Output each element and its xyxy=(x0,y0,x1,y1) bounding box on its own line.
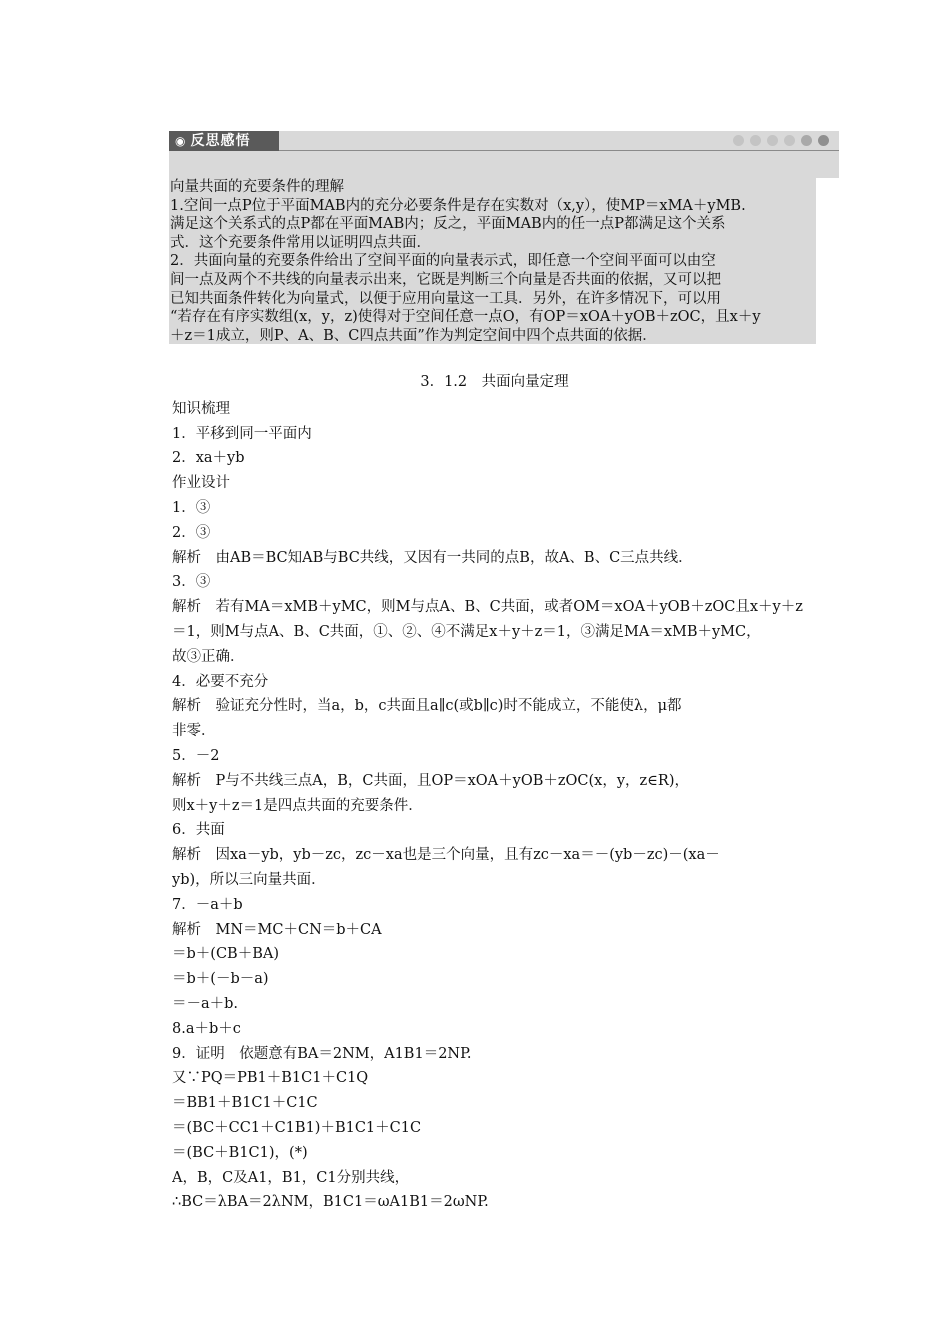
text-line: ＝(BC＋CC1＋C1B1)＋B1C1＋C1C xyxy=(172,1119,422,1136)
text-line: 6．共面 xyxy=(172,822,225,839)
text-line: 4．必要不充分 xyxy=(172,673,269,690)
text-line: 解析 因xa－yb，yb－zc，zc－xa也是三个向量，且有zc－xa＝－(yb－zc)－(xa－ xyxy=(172,847,720,864)
summary-heading: 向量共面的充要条件的理解 xyxy=(170,179,344,195)
summary-line: 满足这个关系式的点P都在平面MAB内；反之，平面MAB内的任一点P都满足这个关系 xyxy=(170,216,726,233)
banner-dots xyxy=(733,135,829,146)
text-line: 作业设计 xyxy=(172,475,230,492)
banner-tab xyxy=(169,131,279,151)
summary-line: 已知共面条件转化为向量式，以便于应用向量这一工具．另外，在许多情况下，可以用 xyxy=(170,290,721,307)
text-line: 故③正确． xyxy=(172,648,245,665)
text-line: ＝BB1＋B1C1＋C1C xyxy=(172,1095,318,1112)
section-banner xyxy=(169,131,839,178)
target-icon: ◉ xyxy=(175,134,187,148)
summary-line: 1.空间一点P位于平面MAB内的充分必要条件是存在实数对（x,y），使MP＝xMA＋yMB. xyxy=(170,197,746,214)
text-line: 9．证明 依题意有BA＝2NM，A1B1＝2NP. xyxy=(172,1045,472,1062)
text-line: 解析 由AB＝BC知AB与BC共线，又因有一共同的点B，故A、B、C三点共线． xyxy=(172,549,693,566)
summary-line: 间一点及两个不共线的向量表示出来，它既是判断三个向量是否共面的依据，又可以把 xyxy=(170,271,721,288)
text-line: 8.a＋b＋c xyxy=(172,1020,241,1037)
summary-line: ＋z＝1成立，则P、A、B、C四点共面”作为判定空间中四个点共面的依据． xyxy=(170,327,657,344)
text-line: 3．③ xyxy=(172,574,211,591)
text-line: 又∵PQ＝PB1＋B1C1＋C1Q xyxy=(172,1070,369,1087)
text-line: A，B，C及A1，B1，C1分别共线， xyxy=(172,1169,410,1186)
text-line: 非零． xyxy=(172,723,216,740)
text-line: 解析 验证充分性时，当a，b，c共面且a∥c(或b∥c)时不能成立，不能使λ，μ都 xyxy=(172,698,682,715)
dot-icon xyxy=(767,135,778,146)
text-line: 1．平移到同一平面内 xyxy=(172,425,312,442)
summary-box xyxy=(169,178,816,344)
text-line: 7．－a＋b xyxy=(172,896,243,913)
section-title: 3．1.2 共面向量定理 xyxy=(420,374,569,390)
text-line: ＝－a＋b. xyxy=(172,995,239,1012)
summary-line: 2．共面向量的充要条件给出了空间平面的向量表示式，即任意一个空间平面可以由空 xyxy=(170,253,716,270)
dot-icon xyxy=(818,135,829,146)
text-line: 则x＋y＋z＝1是四点共面的充要条件． xyxy=(172,797,423,814)
banner-title: 反思感悟 xyxy=(190,133,251,149)
banner-divider xyxy=(279,150,839,151)
text-line: ＝b＋(－b－a) xyxy=(172,971,269,988)
text-line: 5．－2 xyxy=(172,747,220,764)
text-line: 解析 若有MA＝xMB＋yMC，则M与点A、B、C共面，或者OM＝xOA＋yOB＋zOC且x＋y＋z xyxy=(172,599,803,616)
dot-icon xyxy=(784,135,795,146)
text-line: 1．③ xyxy=(172,499,211,516)
text-line: 解析 MN＝MC＋CN＝b＋CA xyxy=(172,921,382,938)
answer-section xyxy=(172,370,817,1215)
dot-icon xyxy=(801,135,812,146)
text-line: ＝b＋(CB＋BA) xyxy=(172,946,279,963)
text-line: 解析 P与不共线三点A，B，C共面，且OP＝xOA＋yOB＋zOC(x，y，z∈R)， xyxy=(172,772,689,789)
summary-line: 式．这个充要条件常用以证明四点共面． xyxy=(170,234,431,251)
dot-icon xyxy=(750,135,761,146)
text-line: ＝(BC＋B1C1)，(*) xyxy=(172,1144,308,1161)
text-line: 2．③ xyxy=(172,524,211,541)
text-line: 2．xa＋yb xyxy=(172,450,245,467)
text-line: ∴BC＝λBA＝2λNM，B1C1＝ωA1B1＝2ωNP. xyxy=(172,1194,489,1211)
text-line: yb)，所以三向量共面． xyxy=(172,871,326,888)
summary-line: “若存在有序实数组(x，y，z)使得对于空间任意一点O，有OP＝xOA＋yOB＋zOC，且x＋y xyxy=(170,309,761,326)
text-line: ＝1，则M与点A、B、C共面，①、②、④不满足x＋y＋z＝1，③满足MA＝xMB＋yMC， xyxy=(172,623,761,640)
text-line: 知识梳理 xyxy=(172,400,230,417)
dot-icon xyxy=(733,135,744,146)
